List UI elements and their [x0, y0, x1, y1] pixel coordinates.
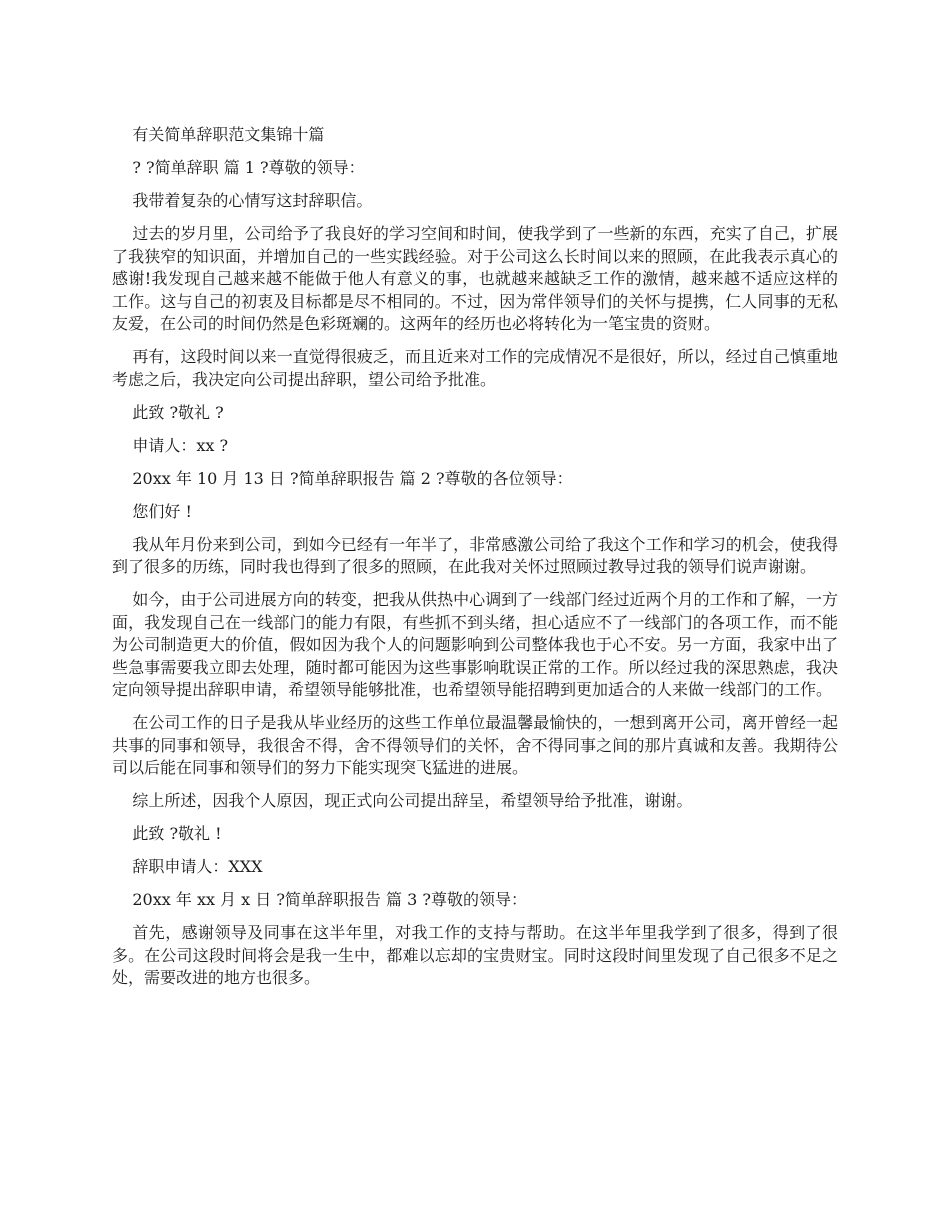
section-heading-1: ? ?简单辞职 篇 1 ?尊敬的领导：	[132, 158, 365, 177]
paragraph: 在公司工作的日子是我从毕业经历的这些工作单位最温馨最愉快的，一想到离开公司，离开曾经一起共事的同事和领导，我很舍不得，舍不得领导们的关怀，舍不得同事之间的那片真诚和友善。我期待公司以后能在同事和领导们的努力下能实现突飞猛进的进展。	[112, 713, 838, 777]
paragraph: 综上所述，因我个人原因，现正式向公司提出辞呈，希望领导给予批准，谢谢。	[132, 791, 693, 810]
paragraph: 如今，由于公司进展方向的转变，把我从供热中心调到了一线部门经过近两个月的工作和了解，一方面，我发现自己在一线部门的能力有限，有些抓不到头绪，担心适应不了一线部门的各项工作，而不能为公司制造更大的价值，假如因为我个人的问题影响到公司整体我也于心不安。另一方面，我家中出了些急事需要我立即去处理，随时都可能因为这些事影响耽误正常的工作。所以经过我的深思熟虑，我决定向领导提出辞职申请，希望领导能够批准，也希望领导能招聘到更加适合的人来做一线部门的工作。	[112, 590, 838, 699]
applicant-signature: 辞职申请人：XXX	[132, 857, 263, 876]
paragraph: 我带着复杂的心情写这封辞职信。	[132, 191, 373, 210]
greeting: 您们好 !	[132, 501, 192, 521]
paragraph: 首先，感谢领导及同事在这半年里，对我工作的支持与帮助。在这半年里我学到了很多，得到了很多。在公司这段时间将会是我一生中，都难以忘却的宝贵财宝。同时这段时间里发现了自己很多不足之处，需要改进的地方也很多。	[112, 923, 838, 987]
section-heading-3: 20xx 年 xx 月 x 日 ?简单辞职报告 篇 3 ?尊敬的领导：	[132, 890, 527, 909]
closing-salutation: 此致 ?敬礼 ?	[132, 402, 224, 422]
paragraph: 过去的岁月里，公司给予了我良好的学习空间和时间，使我学到了一些新的东西，充实了自己，扩展了我狭窄的知识面，并增加自己的一些实践经验。对于公司这么长时间以来的照顾，在此我表示真心的感谢!我发现自己越来越不能做于他人有意义的事，也就越来越缺乏工作的激情，越来越不适应这样的工作。这与自己的初衷及目标都是尽不相同的。不过，因为常伴领导们的关怀与提携，仁人同事的无私友爱，在公司的时间仍然是色彩斑斓的。这两年的经历也必将转化为一笔宝贵的资财。	[112, 224, 838, 333]
paragraph: 我从年月份来到公司，到如今已经有一年半了，非常感激公司给了我这个工作和学习的机会，使我得到了很多的历练，同时我也得到了很多的照顾，在此我对关怀过照顾过教导过我的领导们说声谢谢。	[112, 534, 838, 576]
section-heading-2: 20xx 年 10 月 13 日 ?简单辞职报告 篇 2 ?尊敬的各位领导：	[132, 468, 573, 488]
applicant-signature: 申请人：xx ?	[132, 435, 229, 455]
closing-salutation: 此致 ?敬礼 !	[132, 824, 222, 843]
paragraph: 再有，这段时间以来一直觉得很疲乏，而且近来对工作的完成情况不是很好，所以，经过自己慎重地考虑之后，我决定向公司提出辞职，望公司给予批准。	[112, 347, 838, 389]
document-body	[112, 124, 838, 1000]
document-title: 有关简单辞职范文集锦十篇	[132, 125, 325, 144]
